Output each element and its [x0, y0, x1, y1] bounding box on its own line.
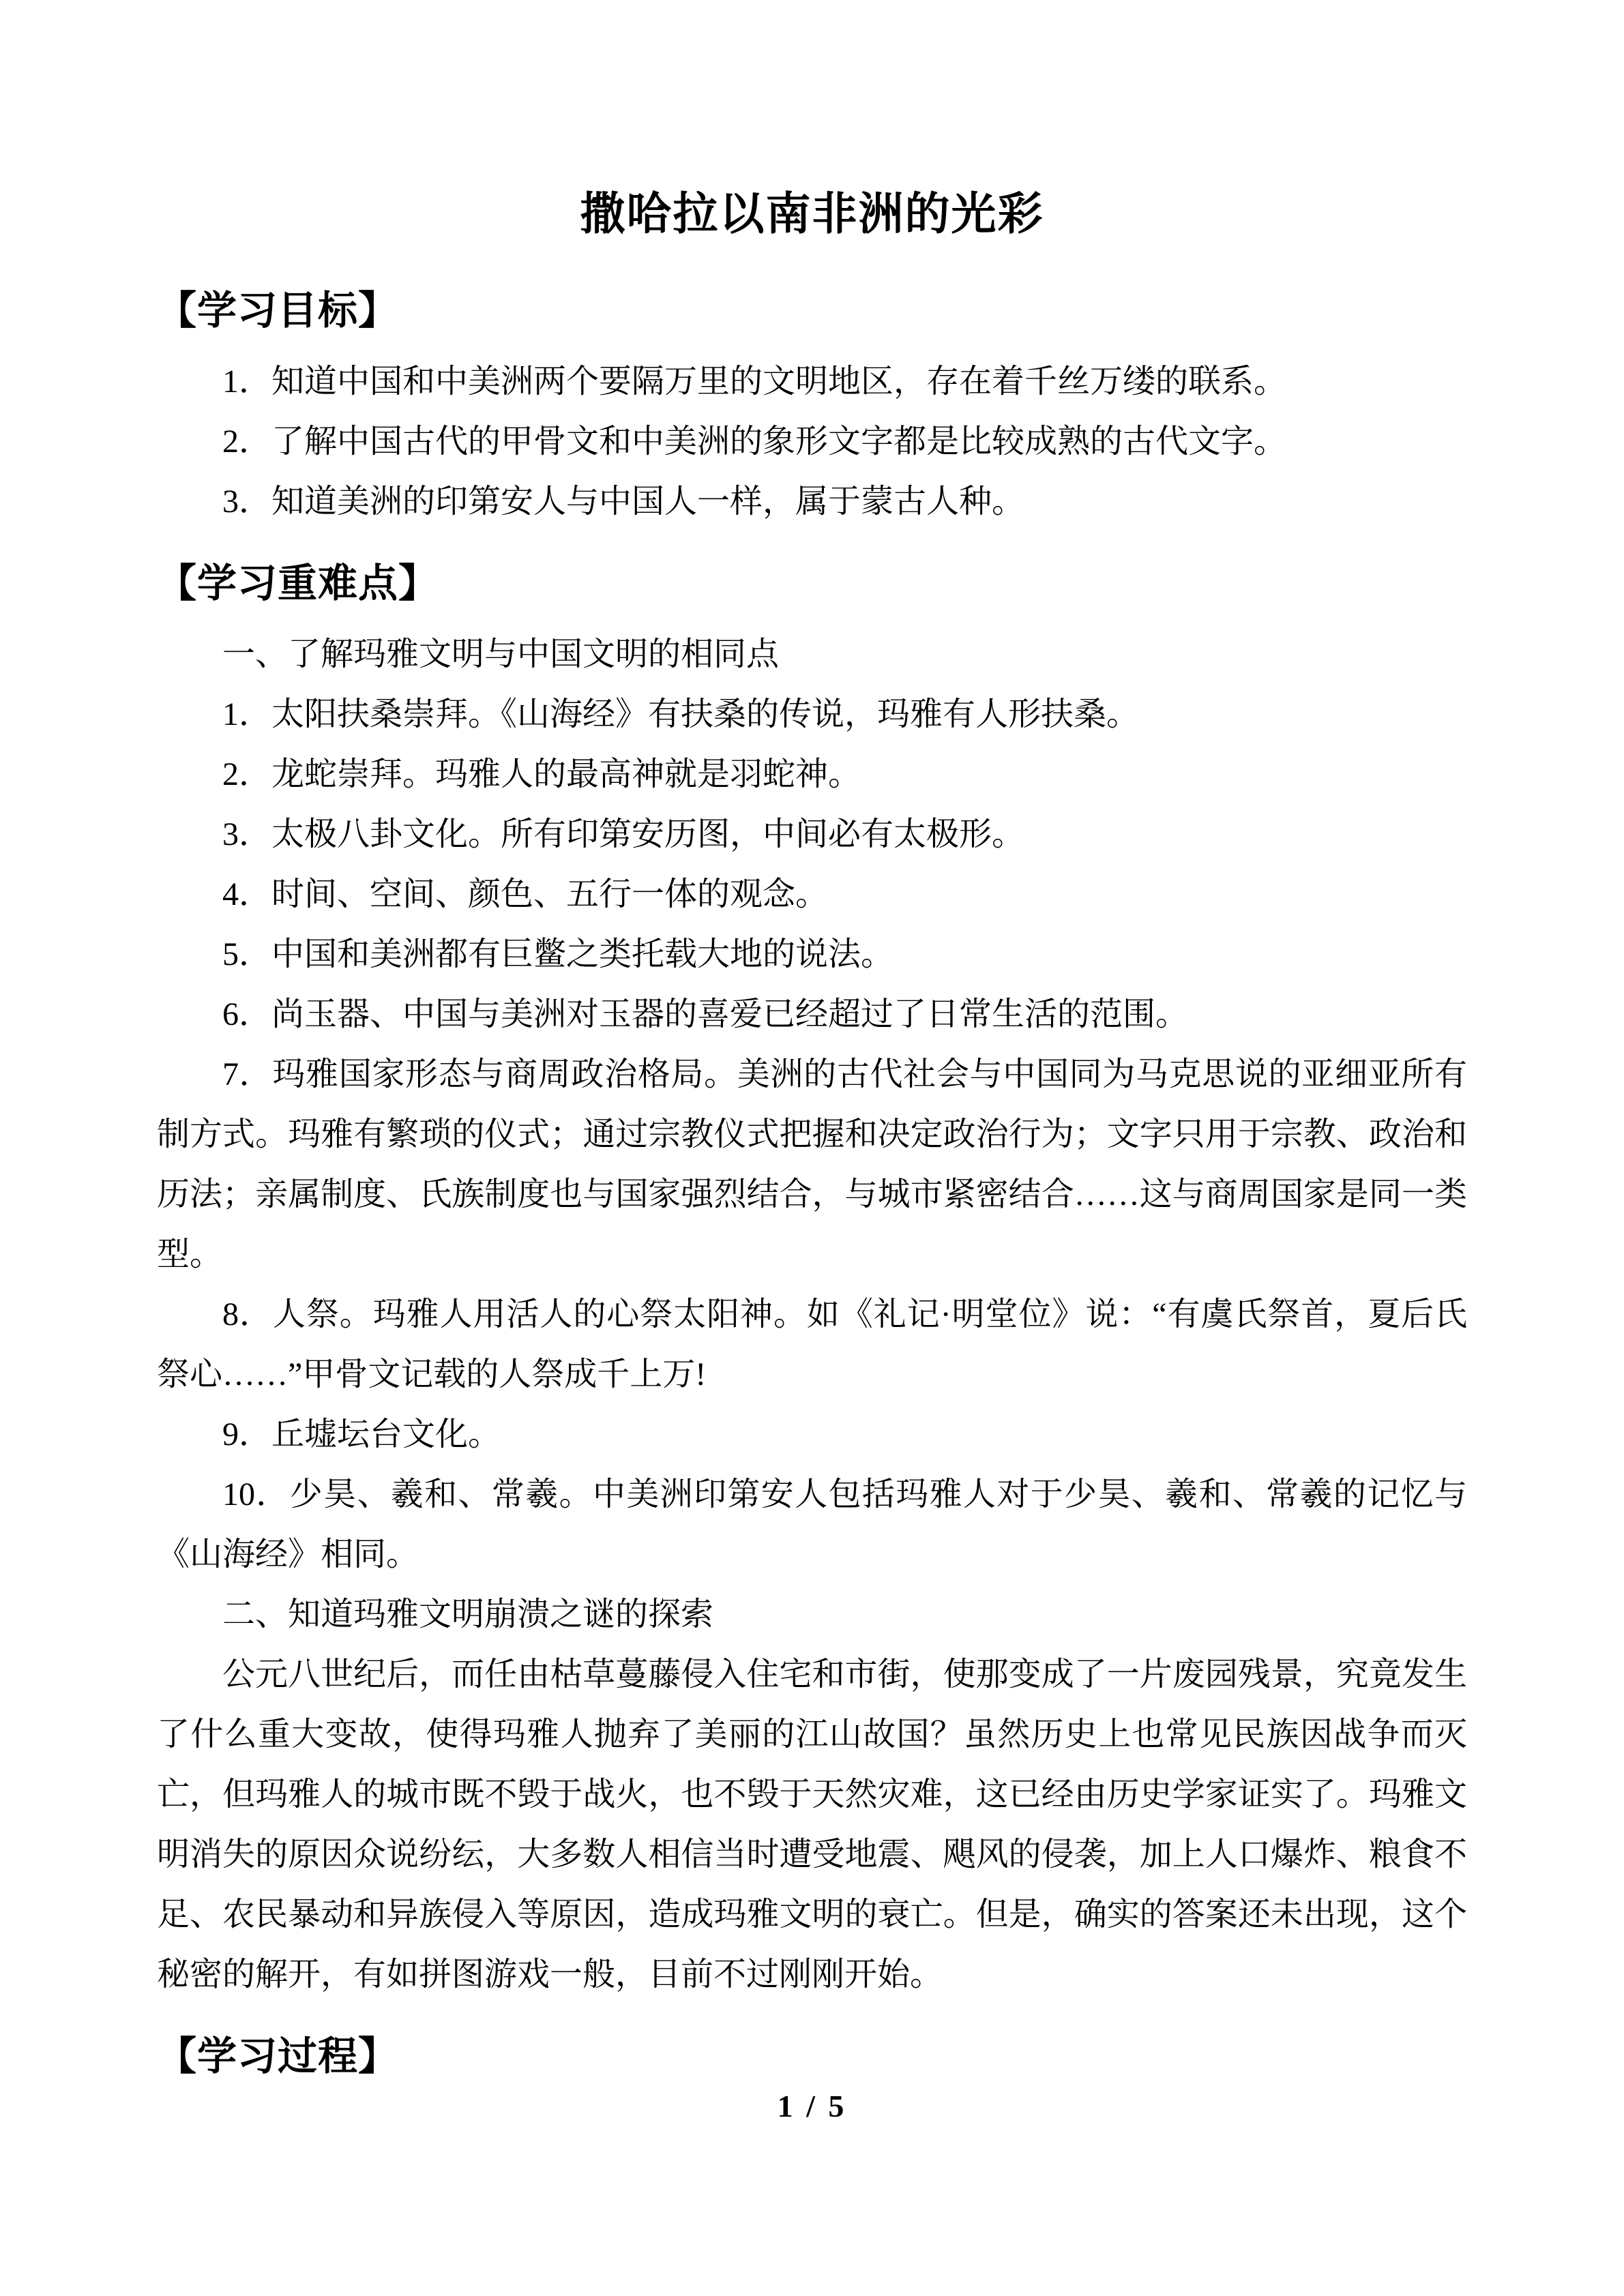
- paragraph: 3．知道美洲的印第安人与中国人一样，属于蒙古人种。: [222, 483, 1025, 520]
- paragraph: 公元八世纪后，而任由枯草蔓藤侵入住宅和市街，使那变成了一片废园残景，究竟发生了什么重大变故，使得玛雅人抛弃了美丽的江山故国？虽然历史上也常见民族因战争而灭亡，但玛雅人的城市既不毁于战火，也不毁于天然灾难，这已经由历史学家证实了。玛雅文明消失的原因众说纷纭，大多数人相信当时遭受地震、飓风的侵袭，加上人口爆炸、粮食不足、农民暴动和异族侵入等原因，造成玛雅文明的衰亡。但是，确实的答案还未出现，这个秘密的解开，有如拼图游戏一般，目前不过刚刚开始。: [157, 1656, 1467, 1993]
- paragraph: 3．太极八卦文化。所有印第安历图，中间必有太极形。: [222, 816, 1025, 852]
- section-learning-objectives: [157, 270, 1467, 532]
- paragraph: 9．丘墟坛台文化。: [222, 1416, 501, 1452]
- section-body-key-difficult-points: [157, 625, 1467, 2005]
- page-number: 1 / 5: [777, 2089, 847, 2123]
- paragraph: 10．少昊、羲和、常羲。中美洲印第安人包括玛雅人对于少昊、羲和、常羲的记忆与《山海经》相同。: [157, 1476, 1467, 1572]
- paragraph: 2．龙蛇崇拜。玛雅人的最高神就是羽蛇神。: [222, 756, 861, 792]
- paragraph: 7．玛雅国家形态与商周政治格局。美洲的古代社会与中国同为马克思说的亚细亚所有制方式。玛雅有繁琐的仪式；通过宗教仪式把握和决定政治行为；文字只用于宗教、政治和历法；亲属制度、氏族制度也与国家强烈结合，与城市紧密结合……这与商周国家是同一类型。: [157, 1056, 1467, 1272]
- section-heading-learning-process: 【学习过程】: [157, 2034, 399, 2078]
- section-heading-learning-objectives: 【学习目标】: [157, 288, 399, 333]
- section-body-learning-objectives: [157, 352, 1467, 532]
- page-footer: [0, 2088, 1624, 2124]
- paragraph: 一、了解玛雅文明与中国文明的相同点: [222, 636, 780, 672]
- paragraph: 1．知道中国和中美洲两个要隔万里的文明地区，存在着千丝万缕的联系。: [222, 363, 1287, 400]
- paragraph: 8．人祭。玛雅人用活人的心祭太阳神。如《礼记·明堂位》说：“有虞氏祭首，夏后氏祭心……”甲骨文记载的人祭成千上万!: [157, 1296, 1467, 1392]
- section-heading-key-difficult-points: 【学习重难点】: [157, 561, 439, 606]
- document-title: 撒哈拉以南非洲的光彩: [580, 190, 1044, 239]
- section-key-difficult-points: [157, 543, 1467, 2005]
- section-learning-process: [157, 2016, 1467, 2098]
- paragraph: 2．了解中国古代的甲骨文和中美洲的象形文字都是比较成熟的古代文字。: [222, 423, 1287, 460]
- paragraph: 6．尚玉器、中国与美洲对玉器的喜爱已经超过了日常生活的范围。: [222, 996, 1189, 1032]
- document-content: [157, 170, 1467, 2098]
- paragraph: 1．太阳扶桑崇拜。《山海经》有扶桑的传说，玛雅有人形扶桑。: [222, 696, 1140, 732]
- paragraph: 5．中国和美洲都有巨鳖之类托载大地的说法。: [222, 936, 894, 972]
- paragraph: 4．时间、空间、颜色、五行一体的观念。: [222, 876, 829, 912]
- paragraph: 二、知道玛雅文明崩溃之谜的探索: [222, 1596, 714, 1632]
